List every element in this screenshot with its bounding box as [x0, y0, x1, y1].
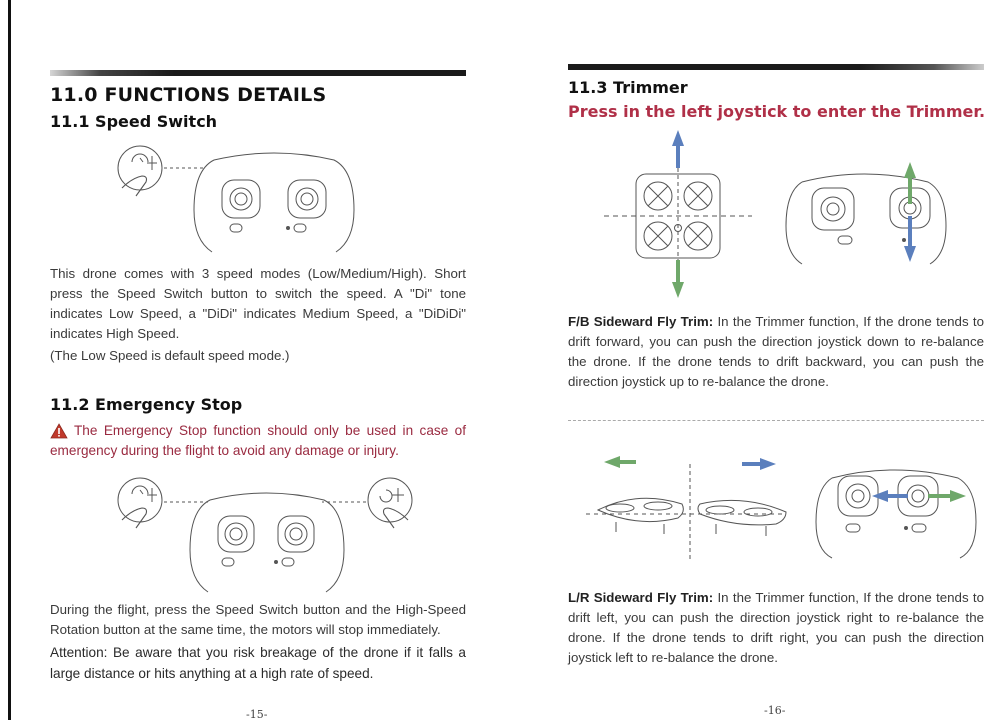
lr-trim-description [568, 588, 984, 668]
section-divider [568, 420, 984, 421]
binding-edge [8, 0, 11, 720]
controller-illustration-emergency-stop [110, 474, 420, 594]
fb-trim-text: In the Trimmer function, If the drone tends to drift forward, you can push the direction joystick down to re-balance the drone. If the drone tends to drift backward, you can push the direction joystick up to re-balance the drone. [568, 314, 984, 389]
fb-trim-label: F/B Sideward Fly Trim: [568, 314, 714, 329]
rotor-icon [147, 156, 157, 170]
finger-icon-right [384, 508, 409, 528]
controller-fb-trim [786, 160, 946, 270]
controller-lr-trim [816, 462, 976, 562]
controller-body [194, 153, 354, 252]
emergency-stop-attention: Attention: Be aware that you risk breakage of the drone if it falls a large distance or hits anything at a high rate of speed. [50, 645, 466, 681]
finger-icon [122, 508, 147, 528]
controller-illustration-speed-switch [110, 140, 370, 260]
section-title-emergency-stop: 11.2 Emergency Stop [50, 395, 243, 414]
rotor-icon-right [392, 488, 404, 502]
speed-switch-callout-circle [118, 146, 162, 190]
drone-side-left [598, 498, 683, 521]
rotation-icon [380, 490, 392, 502]
page-number-left: -15- [246, 708, 268, 721]
push-left-arrow-icon [872, 490, 908, 502]
fb-trim-description [568, 312, 984, 392]
finger-icon [122, 176, 147, 196]
lr-trim-label: L/R Sideward Fly Trim: [568, 590, 714, 605]
forward-arrow-icon [672, 130, 684, 168]
speed-switch-default-note: (The Low Speed is default speed mode.) [50, 348, 290, 363]
push-down-arrow-icon [904, 216, 916, 262]
lr-trim-text: In the Trimmer function, If the drone tends to drift left, you can push the direction joystick right to re-balance the drone. If the drone tends to drift right, you can push the direction joystick left to re-balance the drone. [568, 590, 984, 665]
page-number-right: -16- [764, 704, 786, 717]
trimmer-instruction: Press in the left joystick to enter the Trimmer. [568, 102, 986, 121]
speedometer-icon [132, 154, 148, 162]
emergency-stop-description: During the flight, press the Speed Switch button and the High-Speed Rotation button at the same time, the motors will stop immediately. [50, 602, 466, 637]
drone-top-view-fb-diagram [600, 128, 760, 300]
controller-body [816, 470, 976, 558]
speed-switch-description: This drone comes with 3 speed modes (Low/Medium/High). Short press the Speed Switch button to switch the speed. A "Di" tone indicates Low Speed, a "DiDi" indicates Medium Speed, a "DiDiDi" indicates High Speed. [50, 266, 466, 341]
section-title-speed-switch: 11.1 Speed Switch [50, 112, 218, 131]
drift-right-arrow-icon [742, 458, 776, 470]
drift-left-arrow-icon [604, 456, 636, 468]
controller-body [786, 174, 946, 264]
speedometer-icon [132, 486, 148, 494]
section-title-trimmer: 11.3 Trimmer [568, 78, 688, 97]
section-heading-functions: 11.0 FUNCTIONS DETAILS [50, 84, 327, 106]
header-bar-left [50, 70, 466, 76]
rotor-icon [147, 488, 157, 502]
drone-side-view-lr-diagram [586, 452, 796, 564]
speed-switch-callout-circle [118, 478, 162, 522]
header-bar-right [568, 64, 984, 70]
controller-body [190, 493, 344, 592]
emergency-stop-warning: The Emergency Stop function should only be used in case of emergency during the flight to avoid any damage or injury. [50, 423, 466, 458]
backward-arrow-icon [672, 260, 684, 298]
push-right-arrow-icon [928, 490, 966, 502]
